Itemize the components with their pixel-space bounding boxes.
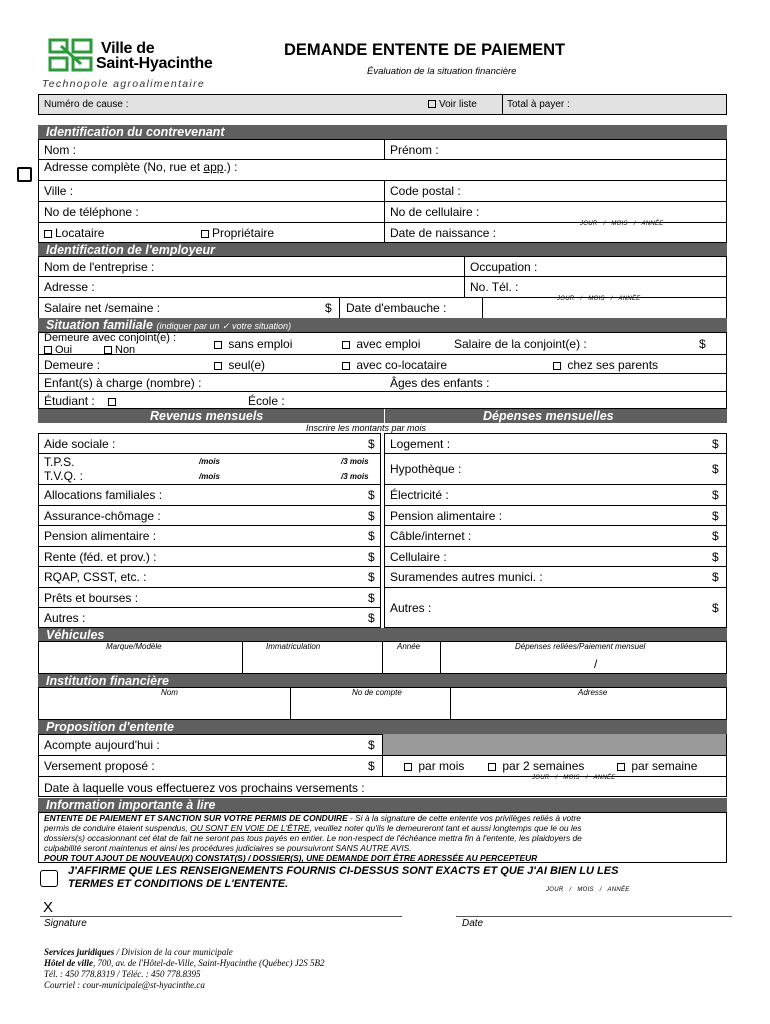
see-list-checkbox[interactable] (428, 98, 477, 112)
dollar-sign: $ (368, 529, 375, 543)
info-p3: dossiers(s) occasionnant cet état de fait ne seront pas tous payés en entier. Le non-respect de l'échéance mettra fin à l'entente, les plaidoyers de (44, 833, 582, 843)
avec-emploi-label: avec emploi (356, 337, 421, 351)
colocataire-checkbox[interactable] (342, 358, 447, 372)
depense-logement[interactable]: Logement : (390, 437, 451, 451)
info-p2: permis de conduire étaient suspendus, (44, 823, 191, 833)
etudiant-label: Étudiant : (44, 394, 95, 408)
dollar-sign: $ (712, 529, 719, 543)
depense-pension[interactable]: Pension alimentaire : (390, 509, 503, 523)
salaire-conjoint-dollar: $ (699, 337, 706, 351)
non-label: Non (115, 344, 136, 356)
see-list-label: Voir liste (439, 99, 477, 110)
dollar-sign: $ (368, 509, 375, 523)
par-semaine-checkbox[interactable] (617, 759, 697, 773)
etudiant-field[interactable] (44, 394, 119, 408)
checkbox-icon (104, 346, 112, 354)
par-2-label: par 2 semaines (502, 759, 585, 773)
familiale-title: Situation familiale (46, 318, 153, 332)
revenu-tps[interactable]: T.P.S. (44, 455, 75, 469)
signature-date-hint: JOUR / MOIS / ANNÉE (546, 887, 630, 893)
affirm-checkbox[interactable] (40, 870, 58, 887)
enfants-field[interactable]: Enfant(s) à charge (nombre) : (44, 376, 202, 390)
side-checkbox[interactable] (17, 167, 32, 182)
info-p1: ENTENTE DE PAIEMENT ET SANCTION SUR VOTRE PERMIS DE CONDUIRE (44, 813, 348, 823)
dollar-sign: $ (712, 488, 719, 502)
col-nom: Nom (161, 688, 178, 697)
col-immatriculation: Immatriculation (266, 642, 321, 651)
occupation-field[interactable]: Occupation : (470, 260, 538, 274)
depense-autres[interactable]: Autres : (390, 601, 432, 615)
date-hint: JOUR / MOIS / ANNÉE (580, 221, 664, 227)
col-annee: Année (397, 642, 421, 651)
adresse-field[interactable] (44, 160, 237, 174)
revenu-pension[interactable]: Pension alimentaire : (44, 529, 157, 543)
ages-field[interactable]: Âges des enfants : (390, 376, 490, 390)
dollar-sign: $ (712, 509, 719, 523)
checkbox-icon (488, 763, 496, 771)
footer-address: , 700, av. de l'Hôtel-de-Ville, Saint-Hyacinthe (Québec) J2S 5B2 (92, 958, 325, 968)
salaire-dollar: $ (325, 301, 332, 315)
proprietaire-label: Propriétaire (212, 226, 275, 240)
dollar-sign: $ (712, 437, 719, 451)
total-label: Total à payer : (507, 99, 570, 110)
date-versements-field[interactable]: Date à laquelle vous effectuerez vos prochains versements : (44, 781, 365, 795)
revenu-autres[interactable]: Autres : (44, 611, 86, 625)
footer-division: / Division de la cour municipale (114, 947, 233, 957)
org-name-line1: Ville de (101, 40, 155, 57)
footer-phone: Tél. : 450 778.8319 / Téléc. : 450 778.8395 (44, 969, 201, 979)
par-semaine-label: par semaine (631, 759, 698, 773)
dollar-sign: $ (712, 462, 719, 476)
dollar-sign: $ (712, 550, 719, 564)
checkbox-icon (108, 398, 116, 406)
versement-field[interactable]: Versement proposé : (44, 759, 155, 773)
signature-line[interactable] (40, 916, 402, 917)
dollar-sign: $ (368, 759, 375, 773)
col-marque: Marque/Modèle (106, 642, 162, 651)
par-mois-checkbox[interactable] (404, 759, 464, 773)
section-contrevenant-title: Identification du contrevenant (38, 125, 727, 139)
dollar-sign: $ (712, 601, 719, 615)
date-label: Date (462, 918, 484, 929)
acompte-field[interactable]: Acompte aujourd'hui : (44, 738, 160, 752)
case-number-label: Numéro de cause : (44, 99, 129, 110)
code-postal-field[interactable]: Code postal : (390, 184, 461, 198)
adresse-label: Adresse complète (No, rue et (44, 160, 204, 174)
info-p2b: , veuillez noter qu'ils le demeureront tant et aussi longtemps que le ou les (309, 823, 582, 833)
naissance-field[interactable]: Date de naissance : (390, 226, 497, 240)
parents-label: chez ses parents (567, 358, 659, 372)
section-institution-title: Institution financière (38, 674, 727, 688)
page-title: DEMANDE ENTENTE DE PAIEMENT (284, 41, 566, 59)
oui-checkbox[interactable] (44, 343, 72, 357)
revenu-rente[interactable]: Rente (féd. et prov.) : (44, 550, 157, 564)
section-proposition-title: Proposition d'entente (38, 720, 727, 734)
col-adresse: Adresse (578, 688, 608, 697)
adresse-end: .) : (223, 160, 238, 174)
section-vehicules-title: Véhicules (38, 628, 727, 642)
footer-service: Services juridiques (44, 947, 115, 957)
revenu-prets[interactable]: Prêts et bourses : (44, 591, 139, 605)
org-name-line2: Saint-Hyacinthe (96, 55, 213, 72)
seul-label: seul(e) (228, 358, 266, 372)
revenus-title: Revenus mensuels (150, 409, 264, 423)
conjoint-label: Demeure avec conjoint(e) : (44, 332, 177, 344)
info-p5: POUR TOUT AJOUT DE NOUVEAU(X) CONSTAT(S) / DOSSIER(S), UNE DEMANDE DOIT ÊTRE ADRESSÉE AU PERCEPTEUR (44, 853, 538, 863)
checkbox-icon (404, 763, 412, 771)
tvq-mois: /mois (199, 472, 220, 481)
col-compte: No de compte (352, 688, 402, 697)
depenses-slash: / (594, 657, 598, 671)
versement-date-hint: JOUR / MOIS / ANNÉE (532, 775, 616, 781)
employeur-tel-field[interactable]: No. Tél. : (470, 280, 519, 294)
section-info-title: Information importante à lire (38, 798, 727, 812)
revenu-rqap[interactable]: RQAP, CSST, etc. : (44, 570, 147, 584)
tps-mois: /mois (199, 457, 220, 466)
checkbox-icon (44, 230, 52, 238)
affirm-text-2: TERMES ET CONDITIONS DE L'ENTENTE. (68, 878, 289, 890)
depense-suramendes[interactable]: Suramendes autres munici. : (390, 570, 543, 584)
non-checkbox[interactable] (104, 343, 135, 357)
familiale-hint: (indiquer par un ✓ votre situation) (156, 321, 292, 331)
revenu-assurance[interactable]: Assurance-chômage : (44, 509, 161, 523)
embauche-field[interactable]: Date d'embauche : (346, 301, 447, 315)
info-text (44, 813, 722, 863)
entreprise-field[interactable]: Nom de l'entreprise : (44, 260, 155, 274)
date-line[interactable] (456, 916, 732, 917)
locataire-label: Locataire (55, 226, 105, 240)
org-tagline: Technopole agroalimentaire (42, 78, 205, 90)
dollar-sign: $ (368, 738, 375, 752)
affirm-text-1: J'AFFIRME QUE LES RENSEIGNEMENTS FOURNIS CI-DESSUS SONT EXACTS ET QUE J'AI BIEN LU LES (68, 865, 619, 877)
salaire-conjoint-field[interactable]: Salaire de la conjoint(e) : (454, 337, 587, 351)
colocataire-label: avec co-locataire (356, 358, 448, 372)
dollar-sign: $ (368, 488, 375, 502)
checkbox-icon (44, 346, 52, 354)
telephone-field[interactable]: No de téléphone : (44, 205, 139, 219)
section-employeur-title: Identification de l'employeur (38, 243, 727, 257)
sans-emploi-label: sans emploi (228, 337, 293, 351)
salaire-field[interactable]: Salaire net /semaine : (44, 301, 161, 315)
depenses-title: Dépenses mensuelles (483, 409, 614, 423)
footer (44, 947, 325, 991)
revenu-aide-sociale[interactable]: Aide sociale : (44, 437, 116, 451)
footer-hotel: Hôtel de ville (44, 958, 93, 968)
revenu-allocations[interactable]: Allocations familiales : (44, 488, 163, 502)
dollar-sign: $ (368, 591, 375, 605)
checkbox-icon (342, 341, 350, 349)
locataire-checkbox[interactable] (44, 226, 104, 240)
ecole-field[interactable]: École : (248, 394, 285, 408)
dollar-sign: $ (712, 570, 719, 584)
avec-emploi-checkbox[interactable] (342, 337, 420, 351)
signature-x: X (43, 899, 54, 916)
depense-cellulaire[interactable]: Cellulaire : (390, 550, 447, 564)
depense-cable[interactable]: Câble/internet : (390, 529, 472, 543)
demeure-label: Demeure : (44, 358, 101, 372)
proprietaire-checkbox[interactable] (201, 226, 274, 240)
case-bar (38, 94, 727, 115)
footer-email: Courriel : cour-municipale@st-hyacinthe.ca (44, 980, 205, 990)
cellulaire-field[interactable]: No de cellulaire : (390, 205, 480, 219)
prenom-field[interactable]: Prénom : (390, 143, 439, 157)
seul-checkbox[interactable] (214, 358, 265, 372)
checkbox-icon (214, 341, 222, 349)
oui-label: Oui (55, 344, 73, 356)
checkbox-icon (214, 362, 222, 370)
dollar-sign: $ (368, 570, 375, 584)
tps-3mois: /3 mois (341, 457, 369, 466)
dollar-sign: $ (368, 437, 375, 451)
ville-field[interactable]: Ville : (44, 184, 74, 198)
nom-field[interactable]: Nom : (44, 143, 77, 157)
revenu-tvq[interactable]: T.V.Q. : (44, 469, 83, 483)
par-mois-label: par mois (418, 759, 465, 773)
checkbox-icon (617, 763, 625, 771)
inscrire-note: Inscrire les montants par mois (306, 423, 427, 433)
tvq-3mois: /3 mois (341, 472, 369, 481)
info-p4: culpabilité seront maintenus et ainsi les procédures judiciaires se poursuivront SANS AUTRE AVIS. (44, 843, 412, 853)
signature-label: Signature (44, 918, 87, 929)
embauche-date-hint: JOUR / MOIS / ANNÉE (557, 296, 641, 302)
logo (47, 36, 95, 74)
checkbox-icon (428, 100, 436, 108)
page-subtitle: Évaluation de la situation financière (367, 66, 517, 77)
depense-electricite[interactable]: Électricité : (390, 488, 449, 502)
checkbox-icon (201, 230, 209, 238)
info-p2u: OU SONT EN VOIE DE L'ÊTRE (190, 823, 310, 833)
dollar-sign: $ (368, 611, 375, 625)
checkbox-icon (553, 362, 561, 370)
checkbox-icon (342, 362, 350, 370)
sans-emploi-checkbox[interactable] (214, 337, 292, 351)
app-label: app (203, 160, 224, 174)
parents-checkbox[interactable] (553, 358, 658, 372)
depense-hypotheque[interactable]: Hypothèque : (390, 462, 462, 476)
col-depenses: Dépenses reliées/Paiement mensuel (515, 642, 646, 651)
info-p1b: - Si à la signature de cette entente vos privilèges reliés à votre (347, 813, 581, 823)
section-contrevenant (38, 139, 727, 243)
par-2-semaines-checkbox[interactable] (488, 759, 584, 773)
employeur-adresse-field[interactable]: Adresse : (44, 280, 95, 294)
acompte-shade (383, 734, 726, 755)
dollar-sign: $ (368, 550, 375, 564)
